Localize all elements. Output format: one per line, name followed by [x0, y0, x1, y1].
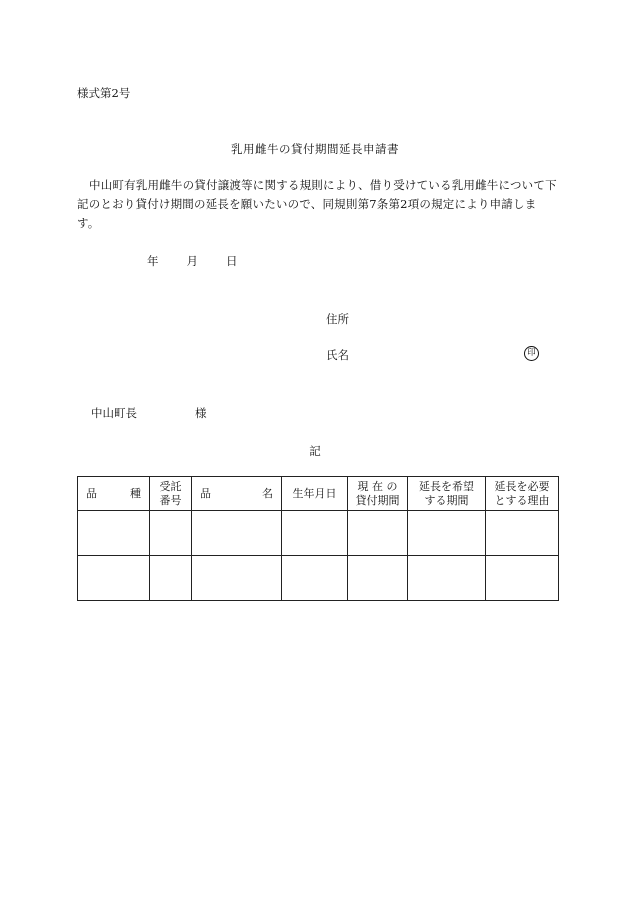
table-cell	[150, 511, 192, 556]
recipient-honorific: 様	[195, 406, 207, 420]
table-row	[78, 511, 559, 556]
table-cell	[78, 556, 150, 601]
header-consignment-number: 受託 番号	[150, 477, 192, 511]
table-header-row	[78, 477, 559, 511]
table-cell	[150, 556, 192, 601]
table-cell	[408, 511, 486, 556]
recipient-line	[91, 405, 207, 421]
table-cell	[348, 511, 408, 556]
application-body-text: 中山町有乳用雌牛の貸付譲渡等に関する規則により、借り受けている乳用雌牛について下記のとおり貸付け期間の延長を願いたいので、同規則第7条第2項の規定により申請します。	[77, 178, 557, 230]
table-cell	[78, 511, 150, 556]
ki-label: 記	[309, 444, 321, 458]
seal-mark-icon: 印	[524, 346, 539, 361]
table-cell	[348, 556, 408, 601]
table-cell	[282, 556, 348, 601]
table-row	[78, 556, 559, 601]
name-label: 氏名	[326, 348, 349, 362]
table-cell	[486, 556, 559, 601]
table-cell	[192, 556, 282, 601]
table-cell	[408, 556, 486, 601]
table-cell	[486, 511, 559, 556]
header-birth-date: 生年月日	[282, 477, 348, 511]
table-cell	[192, 511, 282, 556]
header-product-name: 品 名	[192, 477, 282, 511]
header-desired-extension: 延長を希望 する期間	[408, 477, 486, 511]
header-breed: 品 種	[78, 477, 150, 511]
address-label: 住所	[326, 312, 349, 326]
form-number: 様式第2号	[77, 86, 131, 100]
ki-heading	[0, 443, 630, 459]
date-line	[147, 253, 238, 269]
header-current-period: 現 在 の 貸付期間	[348, 477, 408, 511]
document-title: 乳用雌牛の貸付期間延長申請書	[231, 142, 399, 156]
table-cell	[282, 511, 348, 556]
date-day-label: 日	[226, 254, 238, 268]
date-year-label: 年	[147, 254, 159, 268]
date-month-label: 月	[186, 254, 198, 268]
header-extension-reason: 延長を必要 とする理由	[486, 477, 559, 511]
items-table	[77, 476, 559, 601]
recipient-name: 中山町長	[91, 406, 137, 420]
